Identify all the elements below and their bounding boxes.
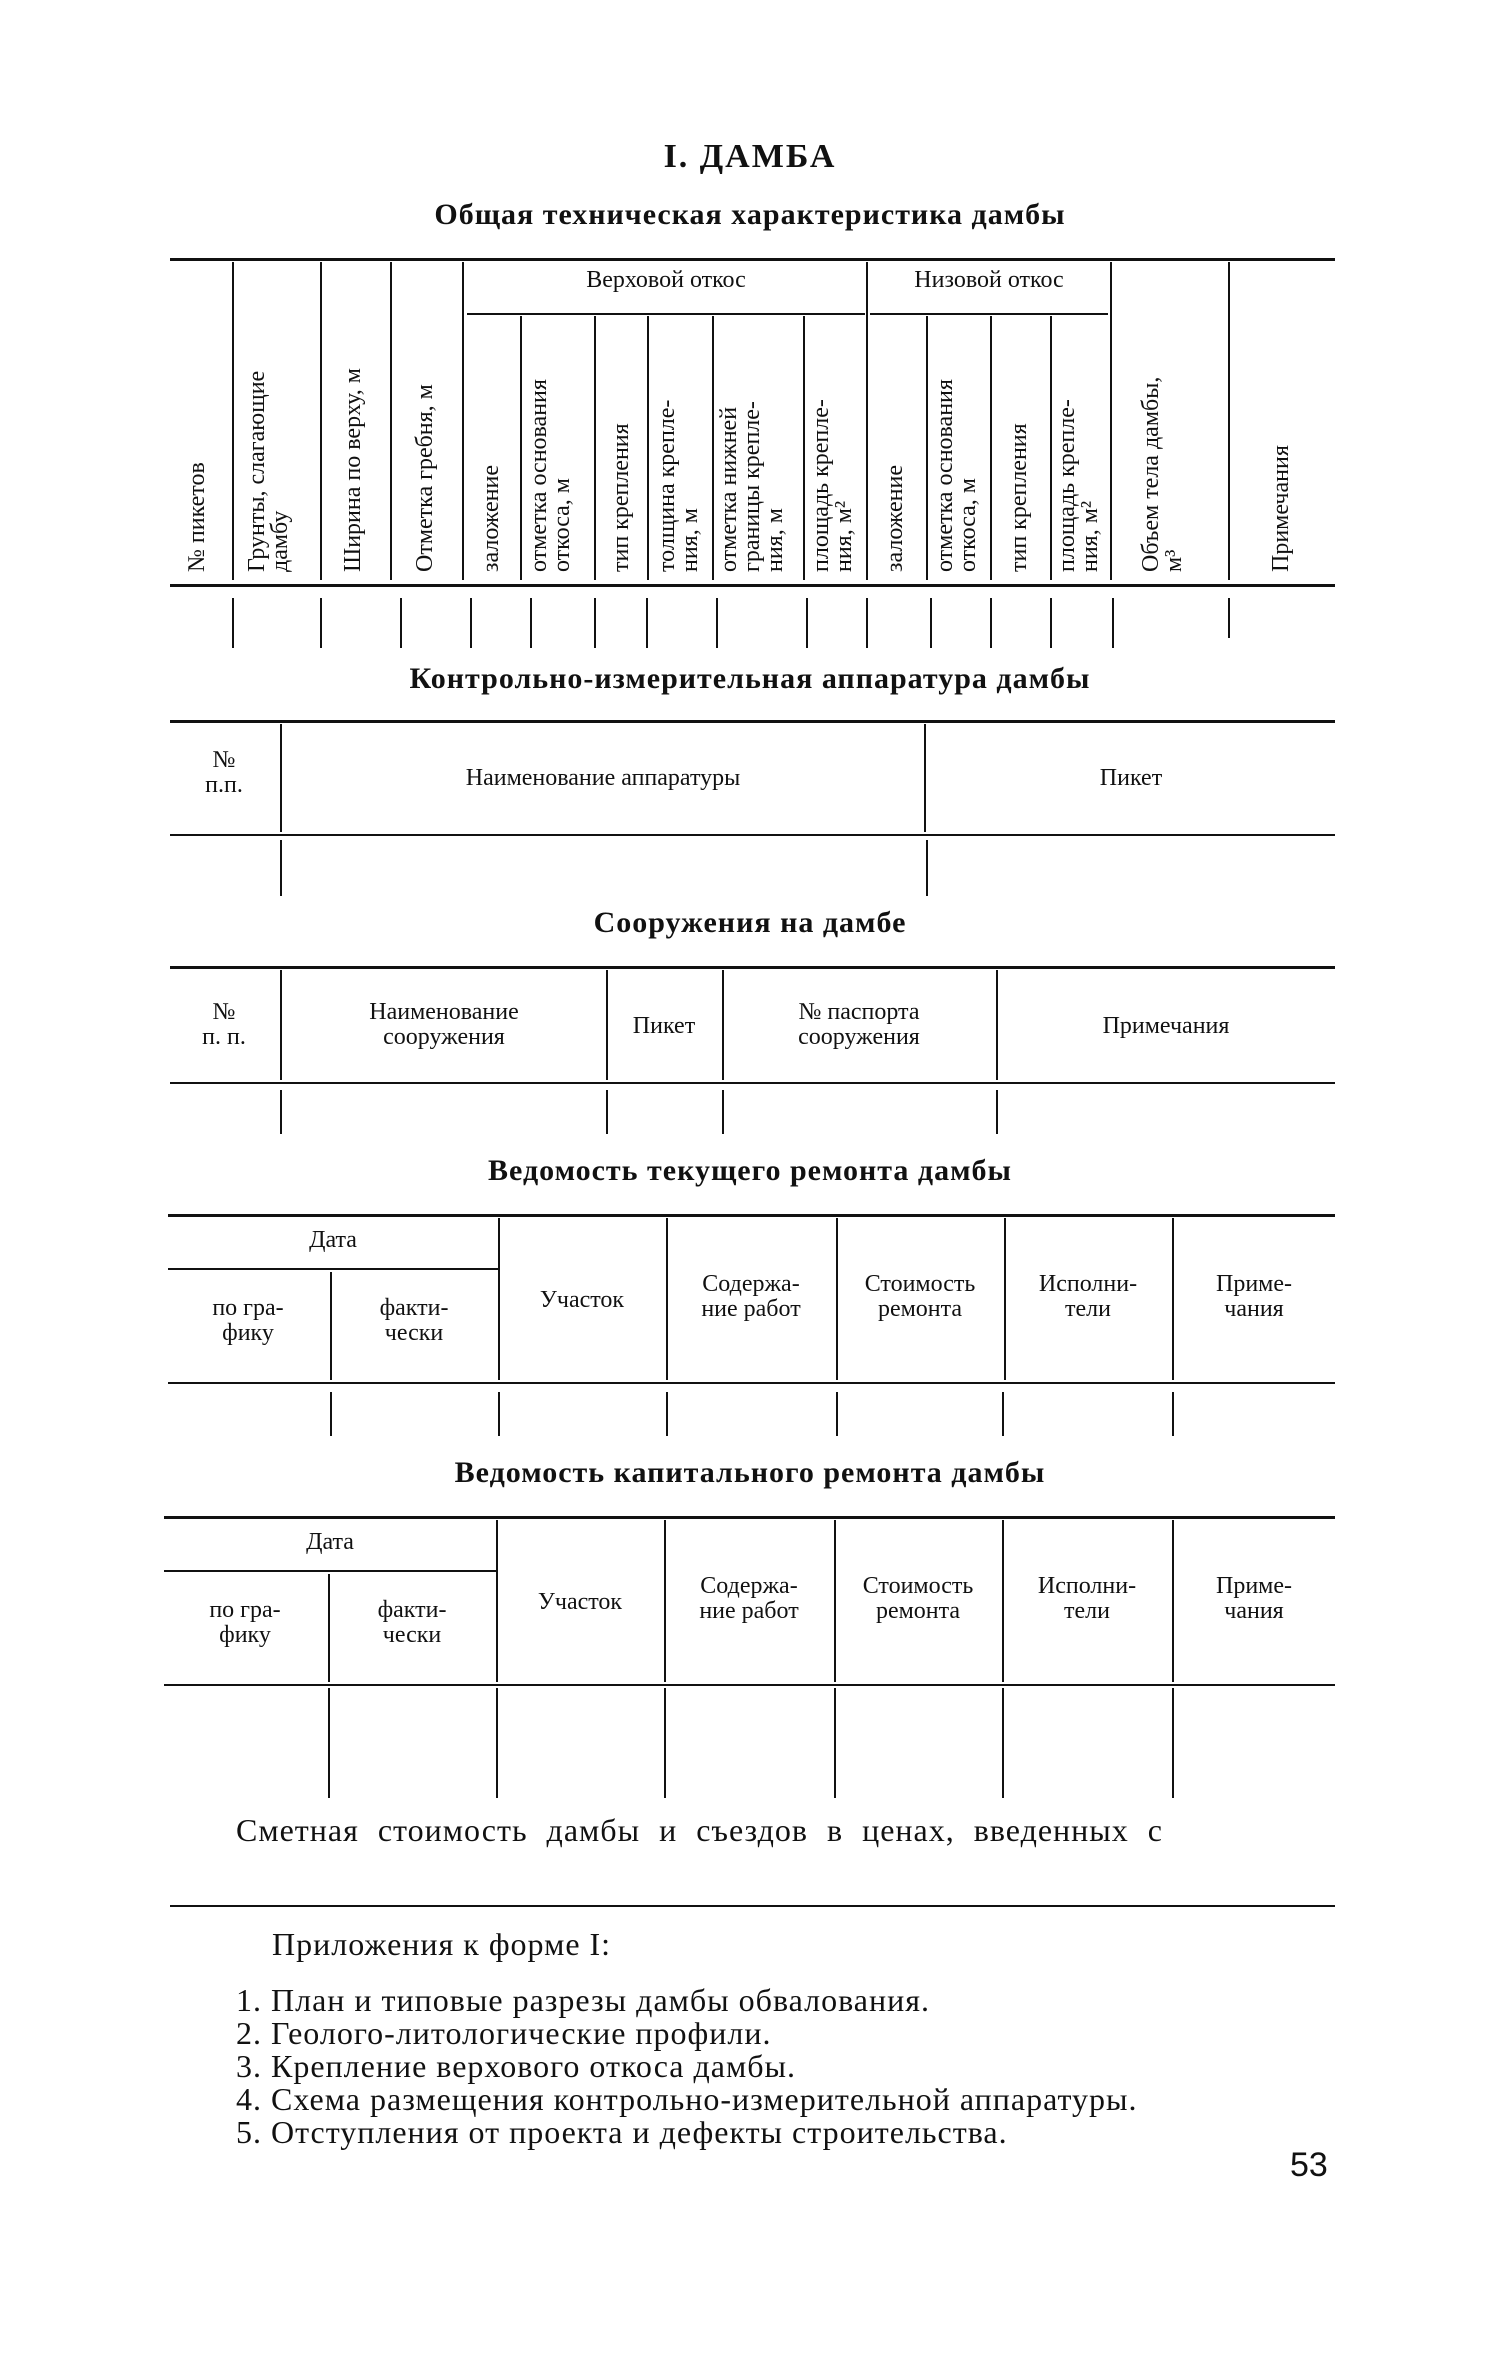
t5-col-date: Дата	[306, 1529, 354, 1555]
t2-col-picket: Пикет	[1099, 765, 1163, 791]
page-number: 53	[1290, 2146, 1328, 2184]
table2-title: Контрольно-измерительная аппаратура дамбы	[409, 662, 1091, 695]
t3-col-picket: Пикет	[632, 1013, 696, 1039]
section-title: I. ДАМБА	[663, 138, 837, 175]
table1-title: Общая техническая характеристика дамбы	[434, 198, 1066, 231]
t2-col-number: № п.п.	[205, 747, 243, 798]
col-up-base-elevation: отметка основания откоса, м	[526, 379, 575, 572]
appendix-item: 3. Крепление верхового откоса дамбы.	[236, 2048, 797, 2084]
t4-col-repair-cost: Стоимость ремонта	[864, 1271, 976, 1322]
appendix-list	[236, 1984, 1138, 2149]
col-down-lining-type: тип крепления	[1006, 423, 1032, 572]
t3-col-notes: Примечания	[1102, 1013, 1230, 1039]
col-down-base-elevation: отметка основания откоса, м	[932, 379, 981, 572]
t4-col-date-planned: по гра- фику	[212, 1295, 284, 1346]
col-up-lining-thickness: толщина крепле- ния, м	[654, 399, 703, 572]
appendix-item: 4. Схема размещения контрольно-измерительной аппаратуры.	[236, 2081, 1138, 2117]
estimated-cost-line: Сметная стоимость дамбы и съездов в ценах, введенных с	[236, 1812, 1163, 1848]
t4-col-notes: Приме- чания	[1215, 1271, 1292, 1322]
col-crest-elevation: Отметка гребня, м	[412, 384, 438, 572]
t5-col-executors: Исполни- тели	[1037, 1573, 1137, 1624]
t4-col-work-content: Содержа- ние работ	[701, 1271, 801, 1322]
col-up-lining-type: тип крепления	[608, 423, 634, 572]
t4-col-date-actual: факти- чески	[379, 1295, 449, 1346]
group-upstream-slope: Верховой откос	[586, 267, 746, 293]
col-down-lining-area: площадь крепле- ния, м²	[1054, 399, 1103, 572]
col-up-lining-area: площадь крепле- ния, м²	[808, 399, 857, 572]
appendix-title: Приложения к форме I:	[272, 1926, 612, 1962]
cost-fill-line	[170, 1905, 1335, 1907]
t5-col-notes: Приме- чания	[1215, 1573, 1292, 1624]
t4-col-executors: Исполни- тели	[1038, 1271, 1138, 1322]
col-up-slope-ratio: заложение	[478, 465, 504, 572]
t5-col-work-content: Содержа- ние работ	[699, 1573, 799, 1624]
t4-col-section: Участок	[539, 1287, 625, 1313]
t5-col-section: Участок	[537, 1589, 623, 1615]
t5-col-date-actual: факти- чески	[377, 1597, 447, 1648]
col-soils: Грунты, слагающие дамбу	[244, 370, 293, 572]
t5-col-date-planned: по гра- фику	[209, 1597, 281, 1648]
t4-col-date: Дата	[309, 1227, 357, 1253]
t3-col-structure-name: Наименование сооружения	[369, 999, 519, 1050]
table4-title: Ведомость текущего ремонта дамбы	[488, 1154, 1012, 1187]
col-notes: Примечания	[1268, 445, 1294, 572]
col-crest-width: Ширина по верху, м	[340, 368, 366, 572]
table5-title: Ведомость капитального ремонта дамбы	[454, 1456, 1046, 1489]
table3-title: Сооружения на дамбе	[593, 906, 907, 939]
col-pickets: № пикетов	[184, 462, 210, 572]
group-downstream-slope: Низовой откос	[914, 267, 1064, 293]
t2-col-device-name: Наименование аппаратуры	[465, 765, 741, 791]
appendix-item: 2. Геолого-литологические профили.	[236, 2015, 772, 2051]
col-dam-volume: Объем тела дамбы, м³	[1138, 376, 1187, 572]
col-down-slope-ratio: заложение	[882, 465, 908, 572]
t3-col-passport: № паспорта сооружения	[798, 999, 920, 1050]
appendix-item: 5. Отступления от проекта и дефекты строительства.	[236, 2114, 1008, 2150]
col-up-lining-lower-bound: отметка нижней границы крепле- ния, м	[716, 401, 788, 572]
appendix-item: 1. План и типовые разрезы дамбы обвалования.	[236, 1982, 930, 2018]
t5-col-repair-cost: Стоимость ремонта	[862, 1573, 974, 1624]
t3-col-number: № п. п.	[202, 999, 246, 1050]
